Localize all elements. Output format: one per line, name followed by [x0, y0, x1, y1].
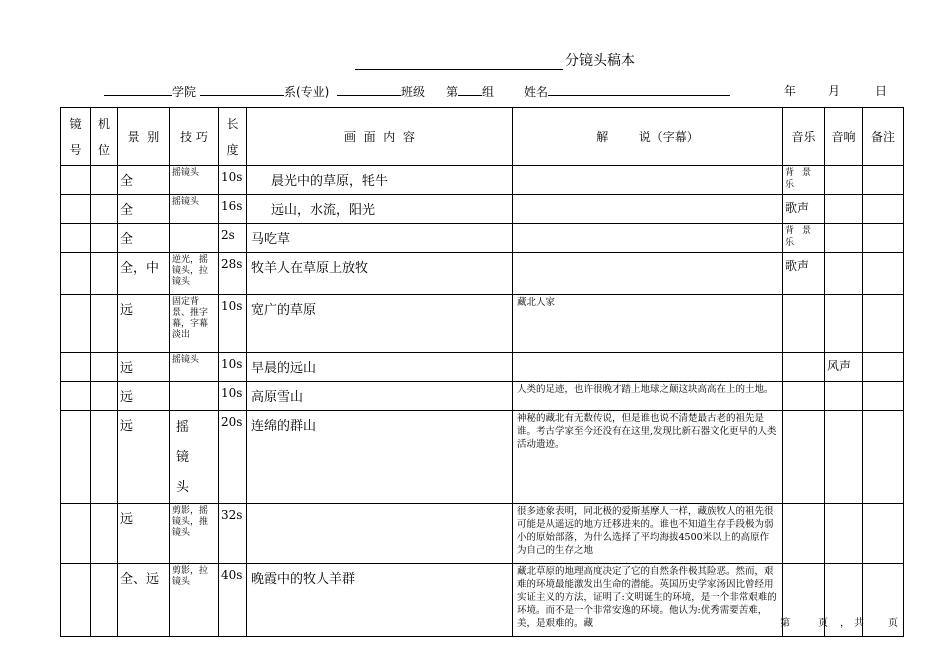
- cell-remarks: [863, 295, 904, 353]
- cell-camera: [91, 224, 118, 253]
- cell-camera: [91, 564, 118, 637]
- header-length: [219, 108, 247, 166]
- table-row: [61, 382, 904, 411]
- title-blank-line: [355, 55, 563, 70]
- header-shot-no-1: 镜: [69, 116, 82, 131]
- cell-technique: 摇镜头: [170, 353, 219, 382]
- table-row: [61, 224, 904, 253]
- table-row: [61, 411, 904, 504]
- cell-shot-no: [61, 166, 91, 195]
- document-title: [355, 50, 635, 70]
- department-label: 系(专业): [284, 85, 330, 99]
- title-text: 分镜头稿本: [565, 53, 635, 69]
- class-label: 班级: [401, 85, 426, 99]
- header-shot-no-2: 号: [69, 142, 82, 157]
- cell-shot-no: [61, 504, 91, 564]
- cell-scene: 全，中: [118, 253, 170, 295]
- group-prefix: 第: [446, 85, 459, 99]
- cell-length: 32s: [219, 504, 247, 564]
- footer-separator: ，: [840, 618, 850, 629]
- table-row: [61, 353, 904, 382]
- cell-narration: 人类的足迹，也许很晚才踏上地球之颠这块高高在上的土地。: [513, 382, 783, 411]
- cell-scene: 全、远: [118, 564, 170, 637]
- cell-shot-no: [61, 253, 91, 295]
- header-row: [61, 108, 904, 166]
- cell-camera: [91, 382, 118, 411]
- cell-music: [783, 504, 825, 564]
- cell-content: 高原雪山: [247, 382, 513, 411]
- cell-remarks: [863, 253, 904, 295]
- cell-content: 晨光中的草原，牦牛: [247, 166, 513, 195]
- cell-narration: 藏北草原的地理高度决定了它的自然条件极其险恶。然而，艰难的环境最能激发出生命的潜能。英国历史学家汤因比曾经用实证主义的方法，证明了:文明诞生的环境，是一个非常艰难的环境。而不是一个非常安逸的环境。他认为:优秀需要苦难，美，是艰难的。藏: [513, 564, 783, 637]
- cell-music: [783, 382, 825, 411]
- cell-camera: [91, 504, 118, 564]
- cell-music: [783, 295, 825, 353]
- header-length-1: 长: [226, 116, 239, 131]
- cell-technique: 摇镜头: [170, 195, 219, 224]
- cell-scene: 全: [118, 195, 170, 224]
- cell-scene: 远: [118, 353, 170, 382]
- header-content: 画 面 内 容: [247, 108, 513, 166]
- name-field: [524, 82, 730, 100]
- cell-narration: 藏北人家: [513, 295, 783, 353]
- cell-length: 10s: [219, 353, 247, 382]
- cell-shot-no: [61, 195, 91, 224]
- name-label: 姓名: [524, 85, 549, 99]
- cell-sound: [825, 382, 863, 411]
- cell-sound: [825, 504, 863, 564]
- college-blank: [104, 82, 172, 96]
- cell-content: 连绵的群山: [247, 411, 513, 504]
- cell-sound: [825, 166, 863, 195]
- cell-scene: 远: [118, 411, 170, 504]
- cell-shot-no: [61, 411, 91, 504]
- cell-shot-no: [61, 224, 91, 253]
- header-remarks: 备注: [863, 108, 904, 166]
- group-field: [446, 82, 494, 100]
- day-label: 日: [875, 84, 888, 98]
- header-narration: 解 说（字幕）: [513, 108, 783, 166]
- cell-length: 16s: [219, 195, 247, 224]
- department-blank: [200, 82, 284, 96]
- cell-shot-no: [61, 564, 91, 637]
- cell-length: 20s: [219, 411, 247, 504]
- cell-music: [783, 353, 825, 382]
- name-blank: [548, 82, 730, 96]
- cell-narration: [513, 224, 783, 253]
- cell-scene: 全: [118, 166, 170, 195]
- cell-content: 马吃草: [247, 224, 513, 253]
- header-sound: 音响: [825, 108, 863, 166]
- cell-technique: [170, 224, 219, 253]
- footer-total-unit: 页: [888, 618, 898, 629]
- cell-camera: [91, 253, 118, 295]
- cell-length: 28s: [219, 253, 247, 295]
- cell-content: 远山，水流，阳光: [247, 195, 513, 224]
- cell-remarks: [863, 382, 904, 411]
- class-blank: [337, 82, 401, 96]
- cell-length: 40s: [219, 564, 247, 637]
- cell-remarks: [863, 224, 904, 253]
- cell-sound: 风声: [825, 353, 863, 382]
- cell-camera: [91, 411, 118, 504]
- cell-technique: 逆光，摇镜头，拉镜头: [170, 253, 219, 295]
- cell-length: 2s: [219, 224, 247, 253]
- header-technique: 技 巧: [170, 108, 219, 166]
- cell-narration: 神秘的藏北有无数传说，但是谁也说不清楚最古老的祖先是谁。考古学家至今还没有在这里,发现比新石器文化更早的人类活动遗迹。: [513, 411, 783, 504]
- cell-scene: 远: [118, 295, 170, 353]
- year-label: 年: [784, 84, 797, 98]
- cell-sound: [825, 295, 863, 353]
- cell-remarks: [863, 195, 904, 224]
- cell-narration: 很多迹象表明，同北极的爱斯基摩人一样，藏族牧人的祖先很可能是从遥远的地方迁移进来的。谁也不知道生存手段极为弱小的原始部落，为什么选择了平均海拔4500米以上的高原作为自己的生存之地: [513, 504, 783, 564]
- cell-camera: [91, 353, 118, 382]
- table-row: [61, 195, 904, 224]
- department-field: [200, 82, 329, 100]
- cell-content: 早晨的远山: [247, 353, 513, 382]
- cell-scene: 远: [118, 382, 170, 411]
- cell-length: 10s: [219, 382, 247, 411]
- cell-narration: [513, 353, 783, 382]
- table-row: [61, 295, 904, 353]
- cell-sound: [825, 253, 863, 295]
- class-field: [337, 82, 425, 100]
- footer-total-prefix: 共: [854, 618, 864, 629]
- cell-scene: 远: [118, 504, 170, 564]
- cell-technique: 剪影，拉镜头: [170, 564, 219, 637]
- header-camera-2: 位: [97, 142, 110, 157]
- cell-technique: 剪影，摇镜头，推镜头: [170, 504, 219, 564]
- college-field: [104, 82, 196, 100]
- header-camera-1: 机: [97, 116, 110, 131]
- cell-content: 牧羊人在草原上放牧: [247, 253, 513, 295]
- cell-remarks: [863, 166, 904, 195]
- month-label: 月: [828, 84, 841, 98]
- cell-camera: [91, 195, 118, 224]
- cell-remarks: [863, 353, 904, 382]
- cell-length: 10s: [219, 295, 247, 353]
- cell-scene: 全: [118, 224, 170, 253]
- footer-page-unit: 页: [818, 618, 828, 629]
- cell-music: 歌声: [783, 253, 825, 295]
- table-row: [61, 564, 904, 637]
- header-scene: 景 别: [118, 108, 170, 166]
- college-label: 学院: [172, 85, 197, 99]
- cell-shot-no: [61, 382, 91, 411]
- cell-sound: [825, 411, 863, 504]
- cell-shot-no: [61, 295, 91, 353]
- cell-sound: [825, 224, 863, 253]
- group-blank: [458, 82, 482, 96]
- cell-remarks: [863, 411, 904, 504]
- table-row: [61, 253, 904, 295]
- table-row: [61, 504, 904, 564]
- cell-technique: 摇镜头: [170, 166, 219, 195]
- footer-page-prefix: 第: [780, 618, 790, 629]
- cell-music: 背景乐: [783, 224, 825, 253]
- cell-narration: [513, 166, 783, 195]
- cell-sound: [825, 195, 863, 224]
- cell-remarks: [863, 504, 904, 564]
- cell-music: 背景乐: [783, 166, 825, 195]
- cell-narration: [513, 253, 783, 295]
- cell-technique: 固定背景、推字幕，字幕淡出: [170, 295, 219, 353]
- storyboard-table: [60, 107, 904, 637]
- cell-camera: [91, 295, 118, 353]
- cell-music: [783, 411, 825, 504]
- cell-music: 歌声: [783, 195, 825, 224]
- cell-camera: [91, 166, 118, 195]
- cell-technique: [170, 382, 219, 411]
- cell-content: 宽广的草原: [247, 295, 513, 353]
- group-suffix: 组: [482, 85, 495, 99]
- header-camera: [91, 108, 118, 166]
- cell-length: 10s: [219, 166, 247, 195]
- cell-narration: [513, 195, 783, 224]
- header-shot-no: [61, 108, 91, 166]
- header-length-2: 度: [226, 142, 239, 157]
- cell-content: 晚霞中的牧人羊群: [247, 564, 513, 637]
- cell-content: [247, 504, 513, 564]
- cell-technique: 摇镜头: [170, 411, 219, 504]
- header-music: 音乐: [783, 108, 825, 166]
- cell-shot-no: [61, 353, 91, 382]
- table-row: [61, 166, 904, 195]
